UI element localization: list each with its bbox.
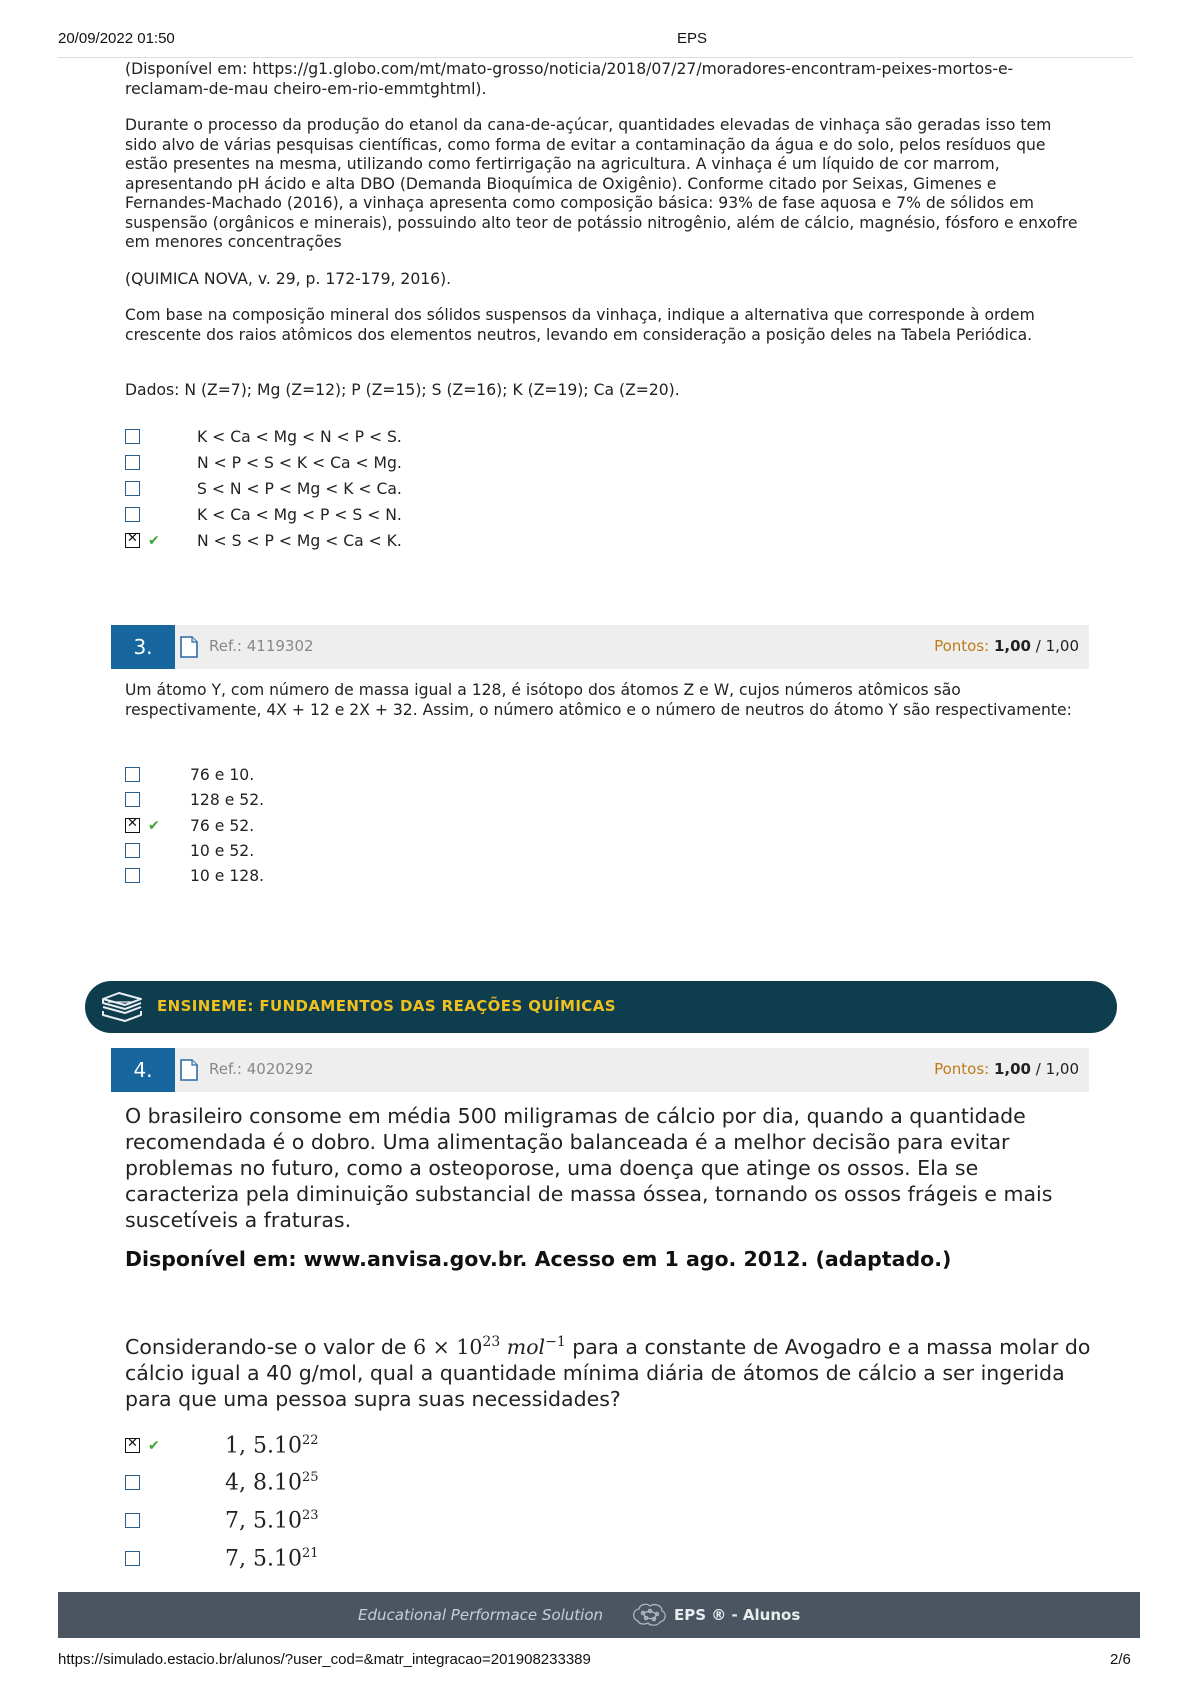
points-total: / 1,00 (1035, 637, 1079, 655)
document-icon (179, 636, 199, 658)
checkbox-empty[interactable] (125, 868, 140, 883)
q4-points (934, 1060, 1079, 1078)
avogadro-math (413, 1335, 566, 1359)
q2-option-text: S < N < P < Mg < K < Ca. (197, 480, 402, 498)
q3-ref: Ref.: 4119302 (209, 637, 314, 655)
q3-option-text: 76 e 10. (190, 766, 255, 784)
q4-question-post: para a constante de Avogadro e a massa molar do cálcio igual a 40 g/mol, qual a quantidade mínima diária de átomos de cálcio a ser ingerida para que uma pessoa supra suas necessidades? (125, 1334, 1091, 1411)
footer-brand: EPS ® - Alunos (674, 1606, 801, 1624)
header-divider (58, 57, 1133, 58)
checkbox-empty[interactable] (125, 455, 140, 470)
print-url: https://simulado.estacio.br/alunos/?user_cod=&matr_integracao=201908233389 (58, 1651, 591, 1668)
points-total: / 1,00 (1035, 1060, 1079, 1078)
section-banner (85, 981, 1117, 1033)
q4-question-pre: Considerando-se o valor de (125, 1334, 407, 1359)
checkbox-empty[interactable] (125, 481, 140, 496)
q4-option-base: 4, 8.10 (225, 1470, 302, 1496)
checkbox-empty[interactable] (125, 429, 140, 444)
q4-text: O brasileiro consome em média 500 miligramas de cálcio por dia, quando a quantidade recomendada é o dobro. Uma alimentação balanceada é a melhor decisão para evitar problemas no futuro, como a osteoporose, uma doença que atinge os ossos. Ela se caracteriza pela diminuição substancial de massa óssea, tornando os ossos frágeis e mais suscetíveis a fraturas. (125, 1104, 1053, 1232)
q4-question (125, 1329, 1095, 1412)
q4-option-exp: 23 (301, 1508, 319, 1523)
print-title: EPS (677, 30, 708, 47)
section-title: ENSINEME: FUNDAMENTOS DAS REAÇÕES QUÍMICAS (157, 997, 616, 1015)
q4-source: Disponível em: www.anvisa.gov.br. Acesso em 1 ago. 2012. (adaptado.) (125, 1247, 952, 1271)
q4-option-exp: 21 (301, 1546, 319, 1561)
points-label: Pontos: (934, 1060, 990, 1078)
q3-option-text: 128 e 52. (190, 791, 265, 809)
q4-option-exp: 25 (301, 1470, 319, 1485)
checkbox-empty[interactable] (125, 767, 140, 782)
q3-option-text: 76 e 52. (190, 817, 255, 835)
q2-option-text: K < Ca < Mg < P < S < N. (197, 506, 402, 524)
q2-source-citation: (QUIMICA NOVA, v. 29, p. 172-179, 2016). (125, 270, 452, 288)
points-value: 1,00 (993, 637, 1031, 655)
q4-option-text (225, 1508, 319, 1533)
q4-option-base: 7, 5.10 (225, 1546, 302, 1572)
q3-option-text: 10 e 52. (190, 842, 255, 860)
avogadro-base: 6 × 10 (413, 1334, 483, 1359)
checkbox-checked[interactable] (125, 1438, 140, 1453)
avogadro-unit: mol (506, 1334, 546, 1359)
q4-option-text (225, 1433, 319, 1458)
correct-check-icon: ✔ (148, 533, 160, 549)
q3-points (934, 637, 1079, 655)
checkbox-checked[interactable] (125, 818, 140, 833)
q4-option-text (225, 1470, 319, 1495)
q3-header-bar (111, 625, 1089, 669)
avogadro-unit-exp: −1 (545, 1334, 566, 1350)
checkbox-checked[interactable] (125, 533, 140, 548)
q2-paragraph: Durante o processo da produção do etanol da cana-de-açúcar, quantidades elevadas de vinhaça são geradas isso tem sido alvo de várias pesquisas científicas, como forma de evitar a contaminação da água e do solo, pelos resíduos que estão presentes na mesma, utilizando como fertirrigação na agricultura. A vinhaça é um líquido de cor marrom, apresentando pH ácido e alta DBO (Demanda Bioquímica de Oxigênio). Conforme citado por Seixas, Gimenes e Fernandes-Machado (2016), a vinhaça apresenta como composição básica: 93% de fase aquosa e 7% de sólidos em suspensão (orgânicos e minerais), possuindo alto teor de potássio nitrogênio, além de cálcio, magnésio, fósforo e enxofre em menores concentrações (125, 116, 1078, 251)
avogadro-exp: 23 (482, 1334, 501, 1350)
footer-tagline: Educational Performace Solution (358, 1606, 604, 1624)
print-page-number: 2/6 (1110, 1651, 1131, 1668)
checkbox-empty[interactable] (125, 1513, 140, 1528)
q2-option-text: K < Ca < Mg < N < P < S. (197, 428, 402, 446)
site-footer (58, 1592, 1140, 1638)
points-value: 1,00 (993, 1060, 1031, 1078)
points-label: Pontos: (934, 637, 990, 655)
q3-number: 3. (111, 625, 175, 669)
q2-option-text: N < S < P < Mg < Ca < K. (197, 532, 402, 550)
books-icon (99, 990, 145, 1024)
q2-question: Com base na composição mineral dos sólidos suspensos da vinhaça, indique a alternativa que corresponde à ordem crescente dos raios atômicos dos elementos neutros, levando em consideração a posição deles na Tabela Periódica. (125, 306, 1035, 344)
q4-option-text (225, 1546, 319, 1571)
checkbox-empty[interactable] (125, 843, 140, 858)
q3-text: Um átomo Y, com número de massa igual a 128, é isótopo dos átomos Z e W, cujos números atômicos são respectivamente, 4X + 12 e 2X + 32. Assim, o número atômico e o número de neutros do átomo Y são respectivamente: (125, 681, 1072, 719)
checkbox-empty[interactable] (125, 792, 140, 807)
q3-option-text: 10 e 128. (190, 867, 265, 885)
checkbox-empty[interactable] (125, 1475, 140, 1490)
q4-ref: Ref.: 4020292 (209, 1060, 314, 1078)
checkbox-empty[interactable] (125, 507, 140, 522)
q2-data: Dados: N (Z=7); Mg (Z=12); P (Z=15); S (Z=16); K (Z=19); Ca (Z=20). (125, 381, 680, 399)
q4-option-base: 1, 5.10 (225, 1433, 302, 1459)
document-icon (179, 1059, 199, 1081)
q2-source-link: (Disponível em: https://g1.globo.com/mt/mato-grosso/noticia/2018/07/27/moradores-encontram-peixes-mortos-e-reclamam-de-mau cheiro-em-rio-emmtghtml). (125, 60, 1014, 98)
brain-icon (630, 1601, 668, 1629)
correct-check-icon: ✔ (148, 818, 160, 834)
q4-header-bar (111, 1048, 1089, 1092)
q2-option-text: N < P < S < K < Ca < Mg. (197, 454, 402, 472)
correct-check-icon: ✔ (148, 1438, 160, 1454)
q4-option-base: 7, 5.10 (225, 1508, 302, 1534)
checkbox-empty[interactable] (125, 1551, 140, 1566)
q4-number: 4. (111, 1048, 175, 1092)
print-datetime: 20/09/2022 01:50 (58, 30, 175, 47)
q4-option-exp: 22 (301, 1433, 319, 1448)
